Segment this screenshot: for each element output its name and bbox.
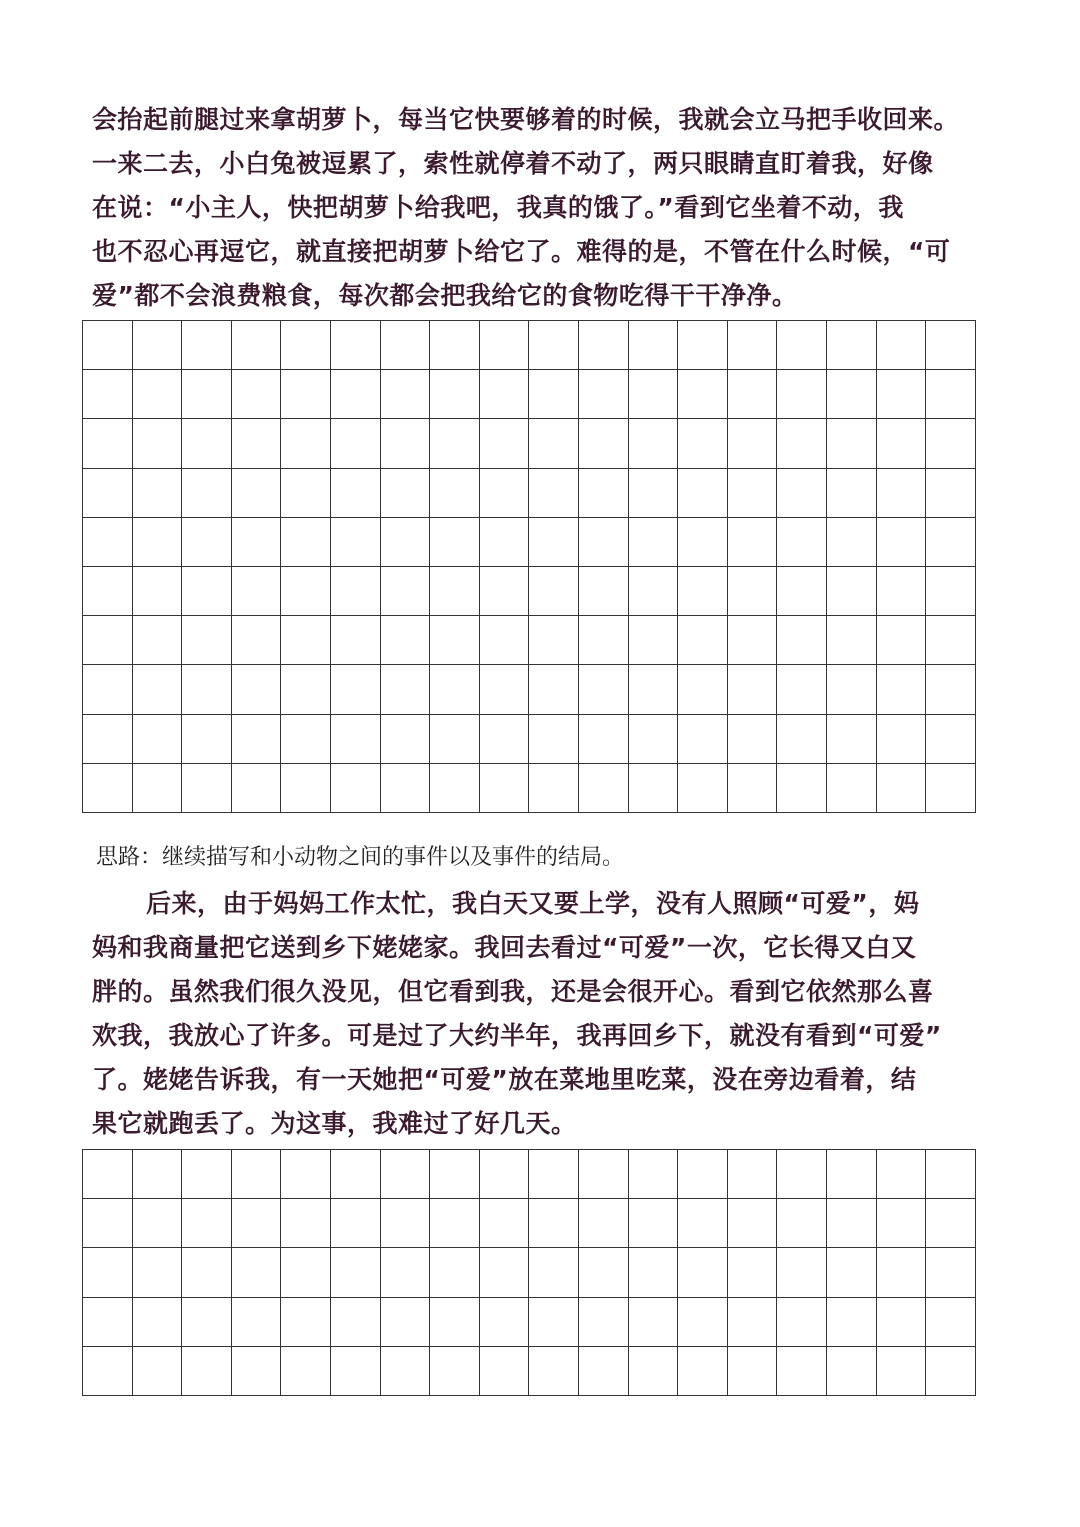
grid-cell[interactable] xyxy=(827,370,877,419)
grid-cell[interactable] xyxy=(381,1298,431,1347)
grid-cell[interactable] xyxy=(430,764,480,813)
grid-cell[interactable] xyxy=(83,567,133,616)
grid-cell[interactable] xyxy=(381,370,431,419)
grid-cell[interactable] xyxy=(281,469,331,518)
grid-cell[interactable] xyxy=(579,715,629,764)
grid-cell[interactable] xyxy=(926,469,976,518)
grid-cell[interactable] xyxy=(133,665,183,714)
grid-cell[interactable] xyxy=(629,370,679,419)
grid-cell[interactable] xyxy=(331,370,381,419)
grid-cell[interactable] xyxy=(926,419,976,468)
grid-cell[interactable] xyxy=(430,1347,480,1396)
grid-cell[interactable] xyxy=(182,1199,232,1248)
writing-grid-1[interactable] xyxy=(82,320,976,813)
grid-cell[interactable] xyxy=(381,419,431,468)
grid-cell[interactable] xyxy=(529,764,579,813)
grid-cell[interactable] xyxy=(232,1199,282,1248)
grid-cell[interactable] xyxy=(381,518,431,567)
grid-cell[interactable] xyxy=(579,1298,629,1347)
writing-hint: 思路：继续描写和小动物之间的事件以及事件的结局。 xyxy=(96,845,625,870)
grid-cell[interactable] xyxy=(579,1248,629,1297)
grid-cell[interactable] xyxy=(926,715,976,764)
grid-cell[interactable] xyxy=(182,567,232,616)
grid-cell[interactable] xyxy=(728,616,778,665)
grid-cell[interactable] xyxy=(281,518,331,567)
grid-cell[interactable] xyxy=(331,518,381,567)
grid-cell[interactable] xyxy=(83,1298,133,1347)
grid-cell[interactable] xyxy=(579,1347,629,1396)
grid-cell[interactable] xyxy=(529,616,579,665)
grid-cell[interactable] xyxy=(678,616,728,665)
grid-cell[interactable] xyxy=(133,518,183,567)
grid-cell[interactable] xyxy=(281,665,331,714)
grid-cell[interactable] xyxy=(629,1150,679,1199)
grid-cell[interactable] xyxy=(678,665,728,714)
grid-cell[interactable] xyxy=(877,321,927,370)
grid-cell[interactable] xyxy=(579,665,629,714)
grid-cell[interactable] xyxy=(629,715,679,764)
grid-cell[interactable] xyxy=(678,518,728,567)
grid-cell[interactable] xyxy=(182,370,232,419)
grid-cell[interactable] xyxy=(83,616,133,665)
grid-cell[interactable] xyxy=(629,1347,679,1396)
grid-cell[interactable] xyxy=(381,616,431,665)
grid-cell[interactable] xyxy=(133,469,183,518)
grid-cell[interactable] xyxy=(827,715,877,764)
grid-cell[interactable] xyxy=(83,1150,133,1199)
grid-cell[interactable] xyxy=(182,1248,232,1297)
grid-cell[interactable] xyxy=(331,321,381,370)
grid-cell[interactable] xyxy=(133,1199,183,1248)
grid-cell[interactable] xyxy=(232,715,282,764)
grid-cell[interactable] xyxy=(133,1347,183,1396)
grid-cell[interactable] xyxy=(678,321,728,370)
paragraph-1-line-4: 也不忍心再逗它，就直接把胡萝卜给它了。难得的是，不管在什么时候，“可 xyxy=(92,237,951,266)
grid-cell[interactable] xyxy=(331,616,381,665)
grid-cell[interactable] xyxy=(430,1248,480,1297)
grid-cell[interactable] xyxy=(83,469,133,518)
grid-cell[interactable] xyxy=(232,370,282,419)
grid-cell[interactable] xyxy=(232,1298,282,1347)
grid-cell[interactable] xyxy=(926,518,976,567)
grid-cell[interactable] xyxy=(232,665,282,714)
grid-cell[interactable] xyxy=(827,567,877,616)
writing-grid-2[interactable] xyxy=(82,1149,976,1396)
grid-cell[interactable] xyxy=(629,321,679,370)
grid-cell[interactable] xyxy=(480,764,530,813)
grid-cell[interactable] xyxy=(430,1199,480,1248)
grid-cell[interactable] xyxy=(728,1298,778,1347)
grid-cell[interactable] xyxy=(877,1150,927,1199)
grid-cell[interactable] xyxy=(827,665,877,714)
grid-cell[interactable] xyxy=(629,1298,679,1347)
grid-cell[interactable] xyxy=(926,321,976,370)
paragraph-1-line-3: 在说：“小主人，快把胡萝卜给我吧，我真的饿了。”看到它坐着不动，我 xyxy=(92,193,904,222)
grid-cell[interactable] xyxy=(728,321,778,370)
paragraph-1-line-5: 爱”都不会浪费粮食，每次都会把我给它的食物吃得干干净净。 xyxy=(92,281,798,310)
grid-cell[interactable] xyxy=(877,567,927,616)
grid-cell[interactable] xyxy=(877,518,927,567)
grid-cell[interactable] xyxy=(182,715,232,764)
grid-cell[interactable] xyxy=(529,1150,579,1199)
grid-cell[interactable] xyxy=(281,1199,331,1248)
grid-cell[interactable] xyxy=(827,1248,877,1297)
grid-cell[interactable] xyxy=(430,1298,480,1347)
grid-cell[interactable] xyxy=(480,419,530,468)
grid-cell[interactable] xyxy=(133,1150,183,1199)
grid-cell[interactable] xyxy=(728,1248,778,1297)
grid-cell[interactable] xyxy=(827,764,877,813)
grid-cell[interactable] xyxy=(777,715,827,764)
grid-cell[interactable] xyxy=(83,1347,133,1396)
grid-cell[interactable] xyxy=(926,1347,976,1396)
grid-cell[interactable] xyxy=(182,1150,232,1199)
grid-cell[interactable] xyxy=(529,567,579,616)
grid-cell[interactable] xyxy=(877,1248,927,1297)
paragraph-2 xyxy=(92,882,992,1146)
grid-cell[interactable] xyxy=(777,370,827,419)
grid-cell[interactable] xyxy=(480,370,530,419)
grid-cell[interactable] xyxy=(331,1298,381,1347)
grid-cell[interactable] xyxy=(133,1298,183,1347)
grid-cell[interactable] xyxy=(480,616,530,665)
grid-cell[interactable] xyxy=(331,715,381,764)
grid-cell[interactable] xyxy=(777,1347,827,1396)
grid-cell[interactable] xyxy=(331,1347,381,1396)
grid-cell[interactable] xyxy=(777,1248,827,1297)
grid-cell[interactable] xyxy=(579,321,629,370)
grid-cell[interactable] xyxy=(232,419,282,468)
grid-cell[interactable] xyxy=(83,764,133,813)
grid-cell[interactable] xyxy=(281,567,331,616)
grid-cell[interactable] xyxy=(777,419,827,468)
grid-cell[interactable] xyxy=(678,567,728,616)
grid-cell[interactable] xyxy=(232,567,282,616)
grid-cell[interactable] xyxy=(381,567,431,616)
grid-cell[interactable] xyxy=(182,1347,232,1396)
grid-cell[interactable] xyxy=(182,419,232,468)
grid-cell[interactable] xyxy=(381,469,431,518)
grid-cell[interactable] xyxy=(877,1199,927,1248)
grid-cell[interactable] xyxy=(827,1347,877,1396)
grid-cell[interactable] xyxy=(827,419,877,468)
grid-cell[interactable] xyxy=(430,1150,480,1199)
grid-cell[interactable] xyxy=(281,1248,331,1297)
grid-cell[interactable] xyxy=(579,518,629,567)
grid-cell[interactable] xyxy=(529,1248,579,1297)
grid-cell[interactable] xyxy=(777,1199,827,1248)
grid-cell[interactable] xyxy=(331,469,381,518)
grid-cell[interactable] xyxy=(430,469,480,518)
grid-cell[interactable] xyxy=(926,764,976,813)
grid-cell[interactable] xyxy=(430,665,480,714)
grid-cell[interactable] xyxy=(728,469,778,518)
grid-cell[interactable] xyxy=(480,321,530,370)
grid-cell[interactable] xyxy=(281,1347,331,1396)
grid-cell[interactable] xyxy=(182,518,232,567)
grid-cell[interactable] xyxy=(133,321,183,370)
grid-cell[interactable] xyxy=(678,1199,728,1248)
grid-cell[interactable] xyxy=(877,1298,927,1347)
grid-cell[interactable] xyxy=(430,321,480,370)
grid-cell[interactable] xyxy=(281,1298,331,1347)
grid-cell[interactable] xyxy=(529,1298,579,1347)
grid-cell[interactable] xyxy=(678,715,728,764)
grid-cell[interactable] xyxy=(926,1150,976,1199)
grid-cell[interactable] xyxy=(83,1199,133,1248)
grid-cell[interactable] xyxy=(529,518,579,567)
grid-cell[interactable] xyxy=(133,715,183,764)
grid-cell[interactable] xyxy=(728,665,778,714)
grid-cell[interactable] xyxy=(381,1347,431,1396)
grid-cell[interactable] xyxy=(133,764,183,813)
grid-cell[interactable] xyxy=(579,419,629,468)
grid-cell[interactable] xyxy=(728,764,778,813)
grid-cell[interactable] xyxy=(579,764,629,813)
grid-cell[interactable] xyxy=(629,567,679,616)
grid-cell[interactable] xyxy=(529,370,579,419)
grid-cell[interactable] xyxy=(232,1248,282,1297)
grid-cell[interactable] xyxy=(629,764,679,813)
grid-cell[interactable] xyxy=(281,764,331,813)
grid-cell[interactable] xyxy=(877,469,927,518)
grid-cell[interactable] xyxy=(579,1199,629,1248)
grid-cell[interactable] xyxy=(629,469,679,518)
grid-cell[interactable] xyxy=(728,370,778,419)
grid-cell[interactable] xyxy=(728,1150,778,1199)
grid-cell[interactable] xyxy=(529,469,579,518)
grid-cell[interactable] xyxy=(777,665,827,714)
grid-cell[interactable] xyxy=(777,1150,827,1199)
grid-cell[interactable] xyxy=(728,518,778,567)
grid-cell[interactable] xyxy=(926,665,976,714)
grid-cell[interactable] xyxy=(182,1298,232,1347)
grid-cell[interactable] xyxy=(777,469,827,518)
grid-cell[interactable] xyxy=(827,616,877,665)
grid-cell[interactable] xyxy=(728,1199,778,1248)
grid-cell[interactable] xyxy=(381,764,431,813)
grid-cell[interactable] xyxy=(777,764,827,813)
grid-cell[interactable] xyxy=(430,616,480,665)
grid-cell[interactable] xyxy=(629,1248,679,1297)
grid-cell[interactable] xyxy=(529,665,579,714)
grid-cell[interactable] xyxy=(678,370,728,419)
grid-cell[interactable] xyxy=(83,370,133,419)
grid-cell[interactable] xyxy=(232,469,282,518)
grid-cell[interactable] xyxy=(777,321,827,370)
grid-cell[interactable] xyxy=(331,419,381,468)
grid-cell[interactable] xyxy=(182,469,232,518)
grid-cell[interactable] xyxy=(529,715,579,764)
grid-cell[interactable] xyxy=(331,1199,381,1248)
grid-cell[interactable] xyxy=(480,1248,530,1297)
paragraph-2-line-1: 后来，由于妈妈工作太忙，我白天又要上学，没有人照顾“可爱”，妈 xyxy=(146,889,920,918)
grid-cell[interactable] xyxy=(331,567,381,616)
grid-cell[interactable] xyxy=(678,1150,728,1199)
grid-cell[interactable] xyxy=(579,469,629,518)
grid-cell[interactable] xyxy=(381,1150,431,1199)
grid-cell[interactable] xyxy=(232,616,282,665)
grid-cell[interactable] xyxy=(480,518,530,567)
grid-cell[interactable] xyxy=(529,321,579,370)
grid-cell[interactable] xyxy=(381,1199,431,1248)
grid-cell[interactable] xyxy=(678,1248,728,1297)
grid-cell[interactable] xyxy=(331,1248,381,1297)
grid-cell[interactable] xyxy=(579,1150,629,1199)
grid-cell[interactable] xyxy=(480,715,530,764)
grid-cell[interactable] xyxy=(926,567,976,616)
grid-cell[interactable] xyxy=(827,1150,877,1199)
grid-cell[interactable] xyxy=(281,321,331,370)
grid-cell[interactable] xyxy=(777,616,827,665)
grid-cell[interactable] xyxy=(529,1347,579,1396)
paragraph-2-line-2: 妈和我商量把它送到乡下姥姥家。我回去看过“可爱”一次，它长得又白又 xyxy=(92,933,917,962)
grid-cell[interactable] xyxy=(381,665,431,714)
grid-cell[interactable] xyxy=(83,321,133,370)
grid-cell[interactable] xyxy=(430,419,480,468)
grid-cell[interactable] xyxy=(728,419,778,468)
grid-cell[interactable] xyxy=(777,518,827,567)
grid-cell[interactable] xyxy=(529,1199,579,1248)
grid-cell[interactable] xyxy=(877,1347,927,1396)
grid-cell[interactable] xyxy=(877,616,927,665)
grid-cell[interactable] xyxy=(827,518,877,567)
grid-cell[interactable] xyxy=(281,370,331,419)
grid-cell[interactable] xyxy=(629,518,679,567)
grid-cell[interactable] xyxy=(281,616,331,665)
grid-cell[interactable] xyxy=(877,370,927,419)
grid-cell[interactable] xyxy=(480,1150,530,1199)
grid-cell[interactable] xyxy=(430,715,480,764)
grid-cell[interactable] xyxy=(728,715,778,764)
grid-cell[interactable] xyxy=(281,1150,331,1199)
paragraph-1-line-1: 会抬起前腿过来拿胡萝卜，每当它快要够着的时候，我就会立马把手收回来。 xyxy=(92,105,960,134)
grid-cell[interactable] xyxy=(430,567,480,616)
grid-cell[interactable] xyxy=(381,715,431,764)
grid-cell[interactable] xyxy=(629,1199,679,1248)
grid-cell[interactable] xyxy=(281,715,331,764)
grid-cell[interactable] xyxy=(133,567,183,616)
grid-cell[interactable] xyxy=(728,1347,778,1396)
grid-cell[interactable] xyxy=(182,321,232,370)
paragraph-2-line-5: 了。姥姥告诉我，有一天她把“可爱”放在菜地里吃菜，没在旁边看着，结 xyxy=(92,1065,917,1094)
grid-cell[interactable] xyxy=(678,764,728,813)
grid-cell[interactable] xyxy=(83,715,133,764)
grid-cell[interactable] xyxy=(480,567,530,616)
grid-cell[interactable] xyxy=(83,1248,133,1297)
grid-cell[interactable] xyxy=(331,665,381,714)
grid-cell[interactable] xyxy=(629,419,679,468)
grid-cell[interactable] xyxy=(827,1298,877,1347)
grid-cell[interactable] xyxy=(331,1150,381,1199)
grid-cell[interactable] xyxy=(629,665,679,714)
grid-cell[interactable] xyxy=(182,764,232,813)
grid-cell[interactable] xyxy=(926,370,976,419)
grid-cell[interactable] xyxy=(182,665,232,714)
grid-cell[interactable] xyxy=(430,518,480,567)
grid-cell[interactable] xyxy=(83,665,133,714)
grid-cell[interactable] xyxy=(678,419,728,468)
grid-cell[interactable] xyxy=(430,370,480,419)
grid-cell[interactable] xyxy=(877,419,927,468)
grid-cell[interactable] xyxy=(877,715,927,764)
grid-cell[interactable] xyxy=(182,616,232,665)
grid-cell[interactable] xyxy=(133,370,183,419)
grid-cell[interactable] xyxy=(579,567,629,616)
grid-cell[interactable] xyxy=(133,616,183,665)
grid-cell[interactable] xyxy=(678,1347,728,1396)
paragraph-2-line-6: 果它就跑丢了。为这事，我难过了好几天。 xyxy=(92,1109,577,1138)
grid-cell[interactable] xyxy=(381,321,431,370)
grid-cell[interactable] xyxy=(926,1298,976,1347)
grid-cell[interactable] xyxy=(480,469,530,518)
grid-cell[interactable] xyxy=(629,616,679,665)
grid-cell[interactable] xyxy=(678,469,728,518)
grid-cell[interactable] xyxy=(331,764,381,813)
grid-cell[interactable] xyxy=(480,1298,530,1347)
paragraph-2-line-4: 欢我，我放心了许多。可是过了大约半年，我再回乡下，就没有看到“可爱” xyxy=(92,1021,942,1050)
grid-cell[interactable] xyxy=(480,1199,530,1248)
grid-cell[interactable] xyxy=(877,764,927,813)
paragraph-1 xyxy=(92,98,992,318)
grid-cell[interactable] xyxy=(678,1298,728,1347)
grid-cell[interactable] xyxy=(926,616,976,665)
grid-cell[interactable] xyxy=(827,321,877,370)
grid-cell[interactable] xyxy=(529,419,579,468)
grid-cell[interactable] xyxy=(83,518,133,567)
grid-cell[interactable] xyxy=(232,518,282,567)
grid-cell[interactable] xyxy=(133,419,183,468)
grid-cell[interactable] xyxy=(877,665,927,714)
grid-cell[interactable] xyxy=(926,1248,976,1297)
grid-cell[interactable] xyxy=(579,616,629,665)
grid-cell[interactable] xyxy=(133,1248,183,1297)
grid-cell[interactable] xyxy=(83,419,133,468)
grid-cell[interactable] xyxy=(777,1298,827,1347)
grid-cell[interactable] xyxy=(232,321,282,370)
grid-cell[interactable] xyxy=(232,1347,282,1396)
grid-cell[interactable] xyxy=(777,567,827,616)
paragraph-1-line-2: 一来二去，小白兔被逗累了，索性就停着不动了，两只眼睛直盯着我，好像 xyxy=(92,149,934,178)
paragraph-2-line-3: 胖的。虽然我们很久没见，但它看到我，还是会很开心。看到它依然那么喜 xyxy=(92,977,934,1006)
grid-cell[interactable] xyxy=(232,1150,282,1199)
grid-cell[interactable] xyxy=(480,665,530,714)
grid-cell[interactable] xyxy=(827,1199,877,1248)
grid-cell[interactable] xyxy=(381,1248,431,1297)
grid-cell[interactable] xyxy=(579,370,629,419)
grid-cell[interactable] xyxy=(926,1199,976,1248)
grid-cell[interactable] xyxy=(728,567,778,616)
grid-cell[interactable] xyxy=(480,1347,530,1396)
grid-cell[interactable] xyxy=(827,469,877,518)
grid-cell[interactable] xyxy=(281,419,331,468)
grid-cell[interactable] xyxy=(232,764,282,813)
